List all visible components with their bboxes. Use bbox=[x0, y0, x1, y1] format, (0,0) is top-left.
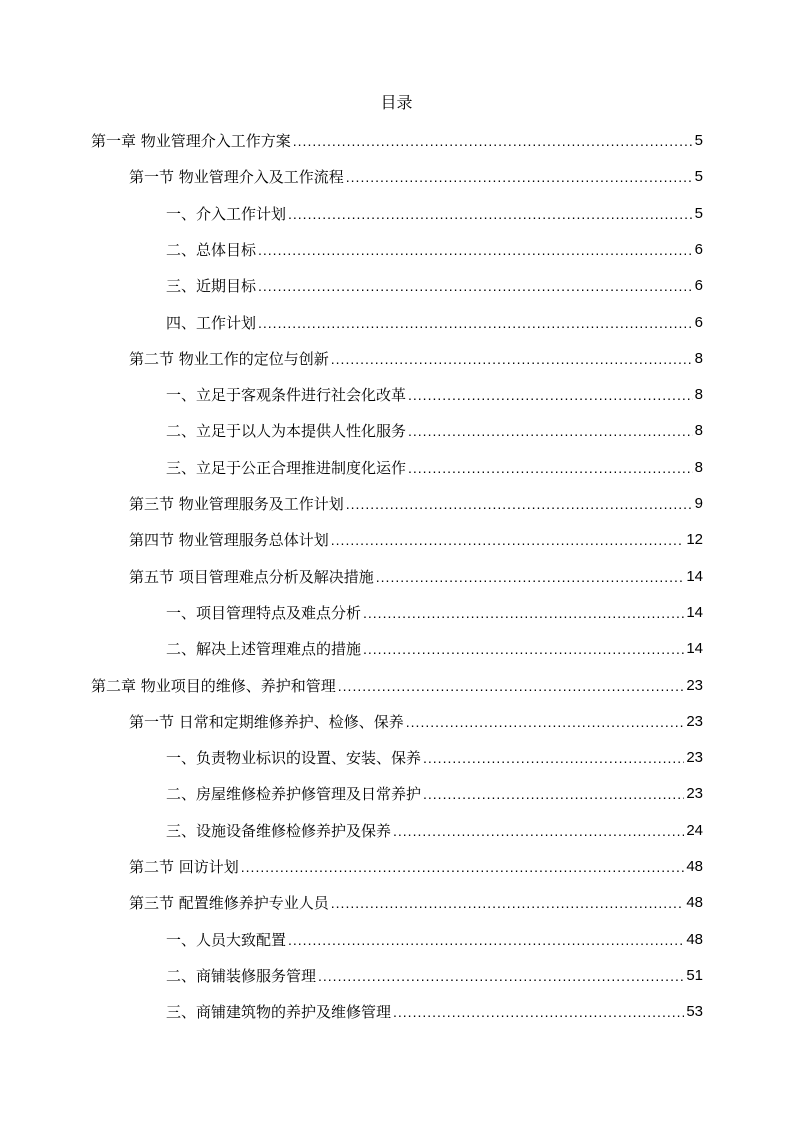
toc-entry-page-number: 8 bbox=[694, 386, 703, 403]
toc-entry-label: 一、立足于客观条件进行社会化改革 bbox=[166, 386, 407, 404]
toc-entry[interactable] bbox=[166, 636, 703, 660]
toc-entry[interactable] bbox=[166, 382, 703, 406]
toc-dot-leader bbox=[346, 493, 693, 515]
toc-entry-page-number: 23 bbox=[686, 749, 703, 766]
toc-entry-page-number: 9 bbox=[694, 495, 703, 512]
toc-entry[interactable] bbox=[166, 818, 703, 842]
toc-entry[interactable] bbox=[166, 600, 703, 624]
toc-entry-page-number: 51 bbox=[686, 967, 703, 984]
toc-dot-leader bbox=[423, 747, 684, 769]
toc-entry-label: 第一节 日常和定期维修养护、检修、保养 bbox=[129, 713, 404, 731]
toc-entry-page-number: 23 bbox=[686, 677, 703, 694]
toc-entry-page-number: 24 bbox=[686, 822, 703, 839]
toc-entry[interactable] bbox=[129, 709, 703, 733]
toc-entry[interactable] bbox=[166, 201, 703, 225]
toc-entry[interactable] bbox=[129, 527, 703, 551]
toc-dot-leader bbox=[363, 602, 684, 624]
toc-entry-page-number: 6 bbox=[694, 277, 703, 294]
toc-entry-page-number: 14 bbox=[686, 640, 703, 657]
toc-entry[interactable] bbox=[166, 963, 703, 987]
toc-entry-page-number: 53 bbox=[686, 1003, 703, 1020]
toc-entry-label: 第四节 物业管理服务总体计划 bbox=[129, 531, 329, 549]
toc-dot-leader bbox=[241, 856, 685, 878]
toc-entry-page-number: 8 bbox=[694, 350, 703, 367]
toc-entry[interactable] bbox=[129, 164, 703, 188]
toc-entry-page-number: 48 bbox=[686, 894, 703, 911]
toc-entry-label: 三、立足于公正合理推进制度化运作 bbox=[166, 459, 407, 477]
toc-dot-leader bbox=[408, 420, 693, 442]
toc-entry[interactable] bbox=[166, 310, 703, 334]
toc-entry-label: 一、介入工作计划 bbox=[166, 205, 287, 223]
toc-entry[interactable] bbox=[129, 491, 703, 515]
toc-entry-label: 一、负责物业标识的设置、安装、保养 bbox=[166, 749, 422, 767]
toc-entry-page-number: 8 bbox=[694, 459, 703, 476]
toc-dot-leader bbox=[393, 1001, 684, 1023]
toc-entry[interactable] bbox=[91, 673, 703, 697]
toc-entry-page-number: 6 bbox=[694, 241, 703, 258]
toc-dot-leader bbox=[258, 312, 693, 334]
toc-entry-label: 一、人员大致配置 bbox=[166, 931, 287, 949]
toc-title: 目录 bbox=[380, 93, 413, 112]
toc-dot-leader bbox=[338, 675, 685, 697]
toc-entry-page-number: 48 bbox=[686, 858, 703, 875]
toc-dot-leader bbox=[288, 929, 684, 951]
toc-entry-label: 第二节 物业工作的定位与创新 bbox=[129, 350, 329, 368]
toc-entry-label: 二、解决上述管理难点的措施 bbox=[166, 640, 362, 658]
toc-entry[interactable] bbox=[91, 128, 703, 152]
toc-entry[interactable] bbox=[166, 745, 703, 769]
toc-entry-label: 第一节 物业管理介入及工作流程 bbox=[129, 168, 344, 186]
toc-entry[interactable] bbox=[166, 455, 703, 479]
toc-dot-leader bbox=[318, 965, 684, 987]
toc-entry[interactable] bbox=[166, 273, 703, 297]
toc-entry-page-number: 8 bbox=[694, 422, 703, 439]
toc-dot-leader bbox=[288, 203, 693, 225]
toc-entry[interactable] bbox=[129, 346, 703, 370]
toc-entry-label: 四、工作计划 bbox=[166, 314, 257, 332]
toc-entry-label: 第二节 回访计划 bbox=[129, 858, 239, 876]
toc-entry-page-number: 23 bbox=[686, 713, 703, 730]
toc-entry[interactable] bbox=[129, 564, 703, 588]
toc-entry-label: 第五节 项目管理难点分析及解决措施 bbox=[129, 568, 374, 586]
toc-dot-leader bbox=[331, 348, 693, 370]
toc-dot-leader bbox=[363, 638, 684, 660]
toc-entry[interactable] bbox=[166, 781, 703, 805]
toc-entry[interactable] bbox=[166, 999, 703, 1023]
toc-entry-page-number: 5 bbox=[694, 132, 703, 149]
toc-entry-label: 二、商铺装修服务管理 bbox=[166, 967, 317, 985]
toc-entry-label: 二、立足于以人为本提供人性化服务 bbox=[166, 422, 407, 440]
toc-entry-label: 第一章 物业管理介入工作方案 bbox=[91, 132, 291, 150]
toc-dot-leader bbox=[408, 457, 693, 479]
toc-dot-leader bbox=[406, 711, 685, 733]
toc-dot-leader bbox=[293, 130, 693, 152]
toc-entry-page-number: 5 bbox=[694, 168, 703, 185]
toc-dot-leader bbox=[408, 384, 693, 406]
toc-dot-leader bbox=[258, 275, 693, 297]
toc-entry-label: 三、近期目标 bbox=[166, 277, 257, 295]
toc-entry-label: 二、总体目标 bbox=[166, 241, 257, 259]
toc-entry-page-number: 12 bbox=[686, 531, 703, 548]
toc-entry[interactable] bbox=[129, 854, 703, 878]
toc-dot-leader bbox=[423, 783, 684, 805]
toc-dot-leader bbox=[258, 239, 693, 261]
toc-entry-label: 第三节 配置维修养护专业人员 bbox=[129, 894, 329, 912]
toc-entry-label: 三、设施设备维修检修养护及保养 bbox=[166, 822, 392, 840]
toc-entry-page-number: 14 bbox=[686, 568, 703, 585]
toc-dot-leader bbox=[376, 566, 685, 588]
toc-entry-label: 第三节 物业管理服务及工作计划 bbox=[129, 495, 344, 513]
toc-dot-leader bbox=[331, 529, 685, 551]
toc-entry[interactable] bbox=[166, 237, 703, 261]
toc-entry-page-number: 23 bbox=[686, 785, 703, 802]
toc-entry-label: 一、项目管理特点及难点分析 bbox=[166, 604, 362, 622]
toc-dot-leader bbox=[346, 166, 693, 188]
toc-dot-leader bbox=[393, 820, 684, 842]
toc-entry-page-number: 48 bbox=[686, 931, 703, 948]
toc-entry-label: 二、房屋维修检养护修管理及日常养护 bbox=[166, 785, 422, 803]
toc-entry[interactable] bbox=[166, 418, 703, 442]
toc-entry-page-number: 5 bbox=[694, 205, 703, 222]
toc-entry-page-number: 14 bbox=[686, 604, 703, 621]
toc-entry[interactable] bbox=[129, 890, 703, 914]
toc-entry[interactable] bbox=[166, 927, 703, 951]
toc-entry-page-number: 6 bbox=[694, 314, 703, 331]
toc-entry-label: 第二章 物业项目的维修、养护和管理 bbox=[91, 677, 336, 695]
toc-dot-leader bbox=[331, 892, 685, 914]
toc-entry-label: 三、商铺建筑物的养护及维修管理 bbox=[166, 1003, 392, 1021]
